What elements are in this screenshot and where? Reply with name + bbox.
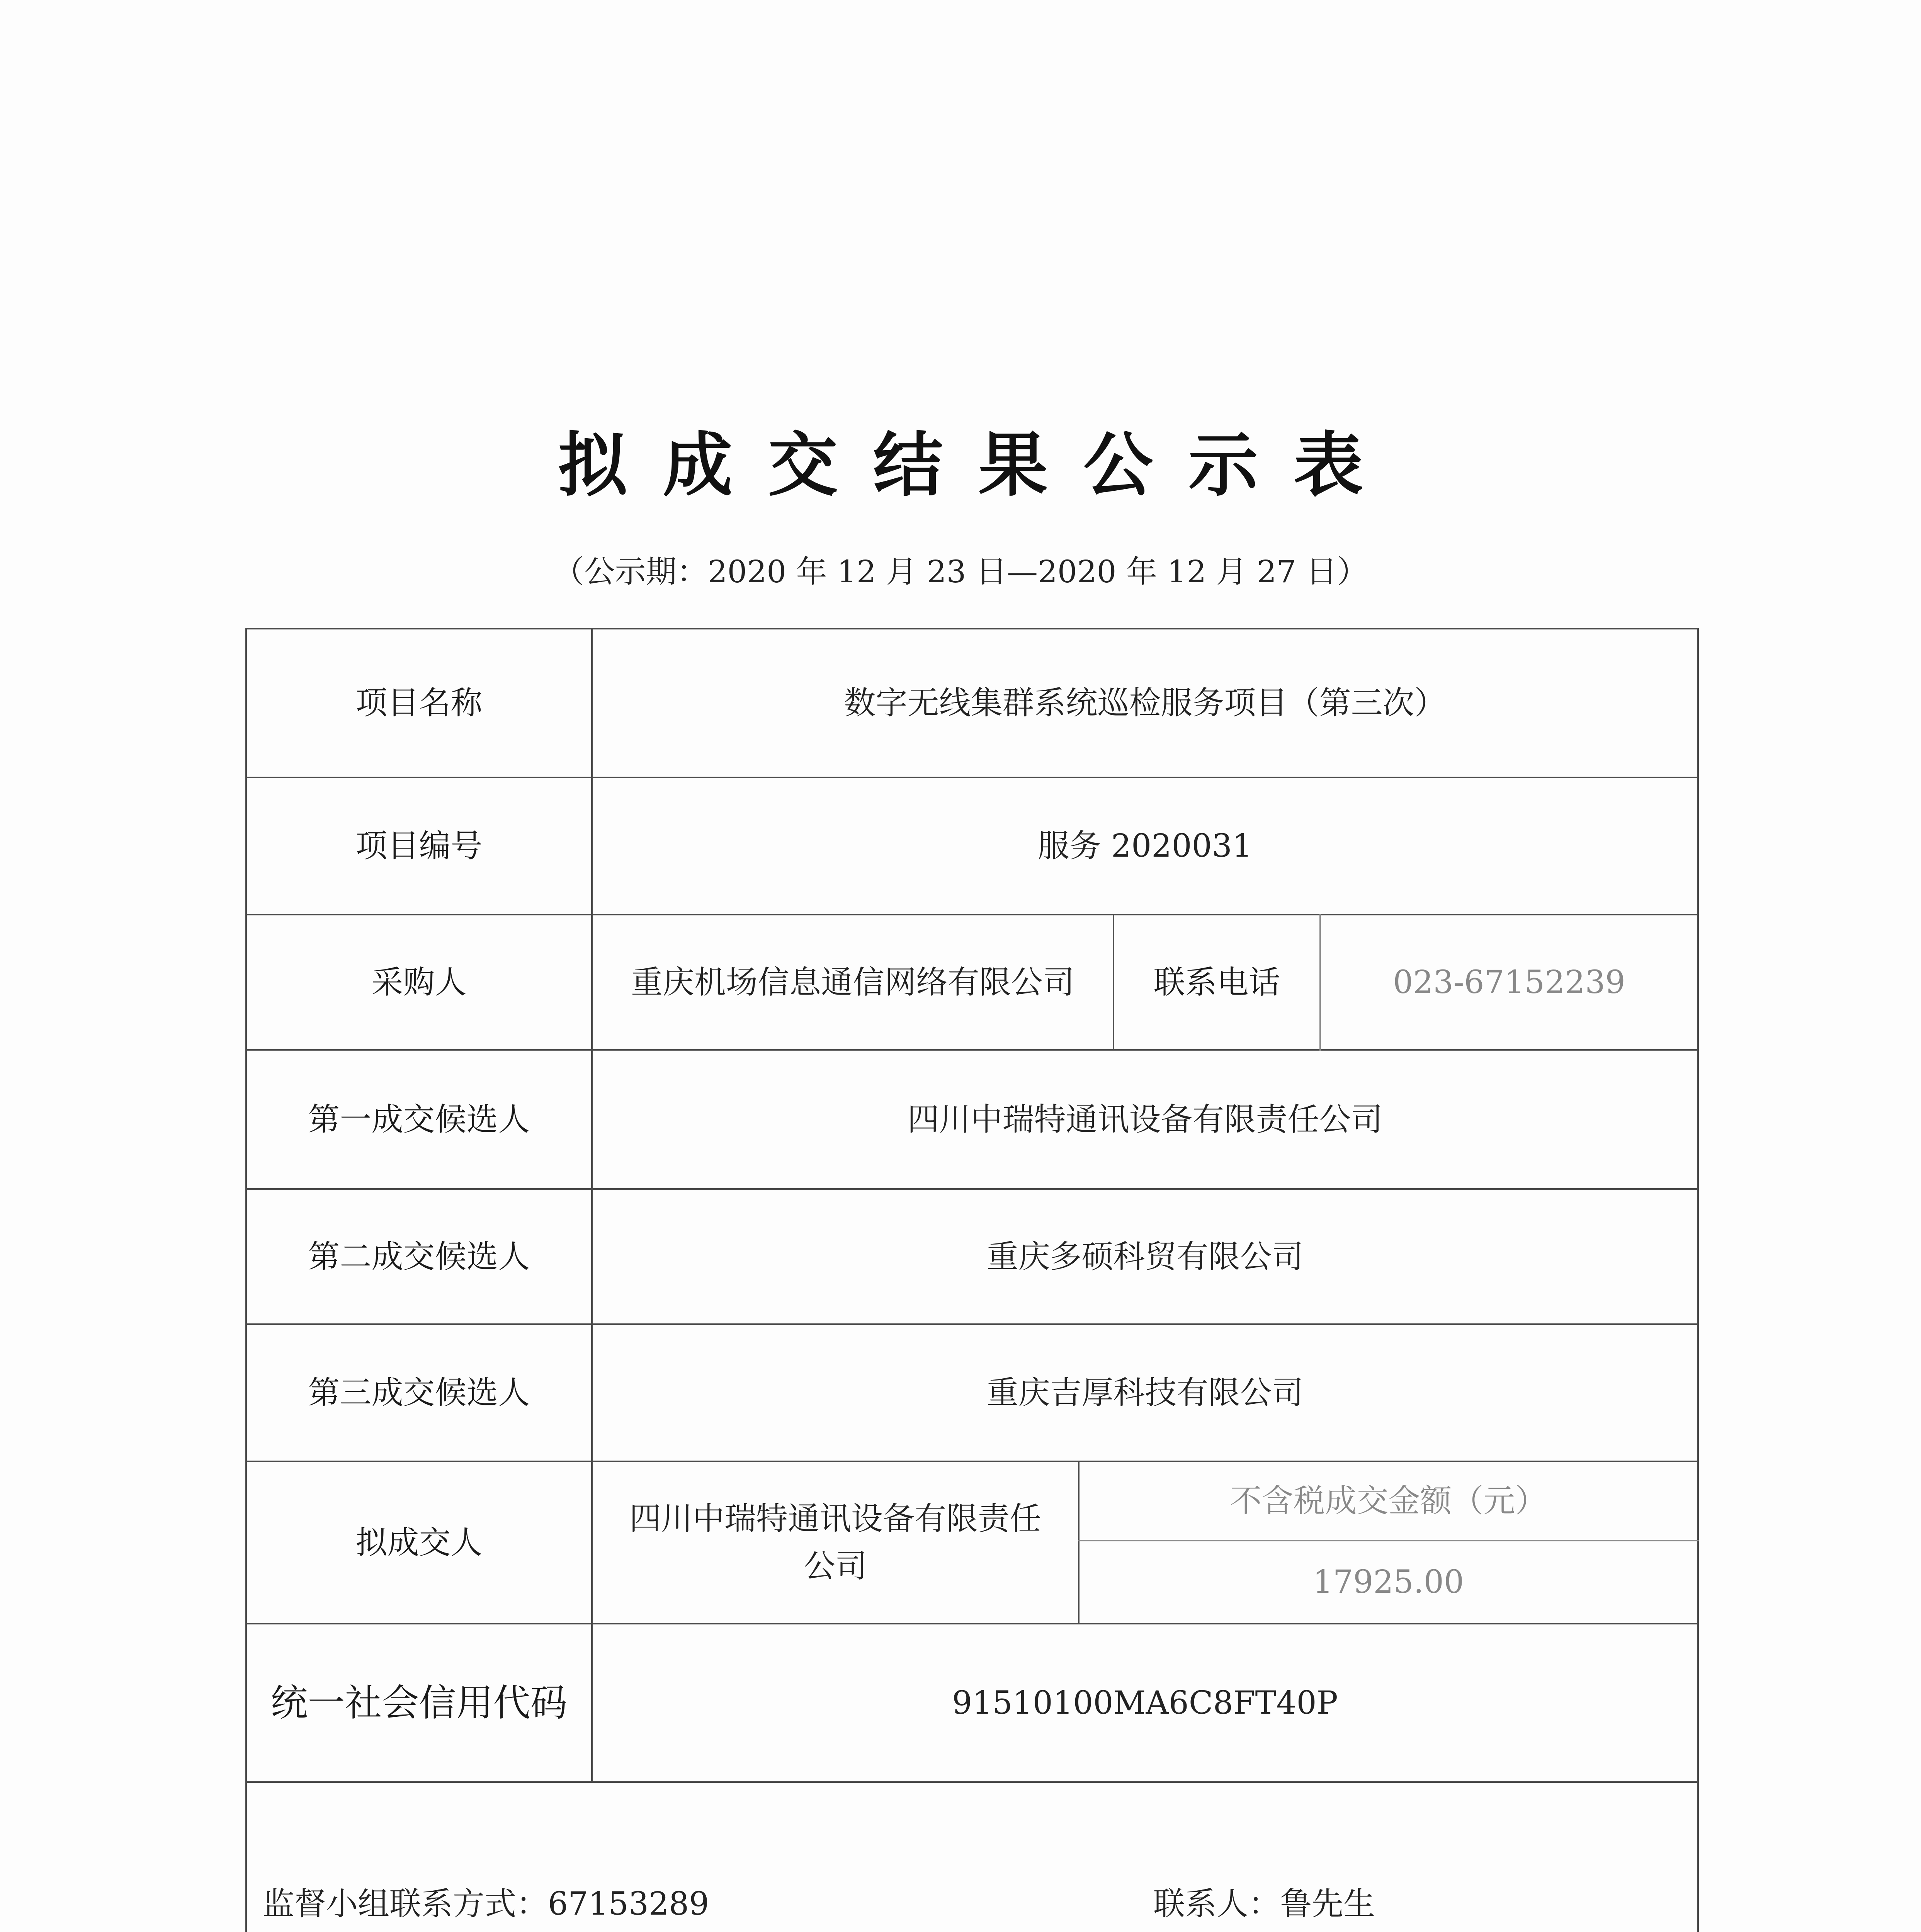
project-number-value: 服务 2020031 [1037, 828, 1253, 864]
supervision-contact-name: 鲁先生 [1280, 1885, 1375, 1922]
amount-value: 17925.00 [1312, 1564, 1464, 1600]
supervision-person [1153, 1783, 1656, 1932]
candidate-3-label: 第三成交候选人 [308, 1374, 530, 1411]
supervision-phone: 67153289 [548, 1885, 709, 1922]
proposed-value-line-2: 公司 [803, 1548, 867, 1585]
candidate-2-label: 第二成交候选人 [308, 1238, 530, 1275]
purchaser-label: 采购人 [371, 964, 467, 1001]
project-name-label: 项目名称 [355, 685, 483, 721]
supervision-label: 监督小组联系方式： [263, 1885, 548, 1922]
credit-code-label: 统一社会信用代码 [270, 1681, 568, 1725]
credit-code-value: 91510100MA6C8FT40P [952, 1684, 1338, 1721]
project-number-label: 项目编号 [355, 828, 483, 864]
candidate-2-value: 重庆多硕科贸有限公司 [986, 1238, 1304, 1275]
amount-label: 不含税成交金额（元） [1230, 1483, 1547, 1519]
candidate-1-label: 第一成交候选人 [308, 1101, 530, 1138]
purchaser-phone-value: 023-67152239 [1393, 964, 1625, 1001]
proposed-label: 拟成交人 [355, 1524, 483, 1561]
proposed-value-line-1: 四川中瑞特通讯设备有限责任 [629, 1500, 1041, 1537]
candidate-1-value: 四川中瑞特通讯设备有限责任公司 [907, 1101, 1383, 1138]
purchaser-phone-label: 联系电话 [1153, 964, 1280, 1001]
candidate-3-value: 重庆吉厚科技有限公司 [986, 1374, 1304, 1411]
supervision-contact-label: 联系人： [1153, 1885, 1280, 1922]
document-title: 拟成交结果公示表 [558, 424, 1399, 506]
purchaser-value: 重庆机场信息通信网络有限公司 [631, 964, 1074, 1001]
publicity-period: （公示期：2020 年 12 月 23 日—2020 年 12 月 27 日） [553, 554, 1368, 590]
proposed-value [593, 1462, 1078, 1623]
supervision-contact [263, 1783, 997, 1932]
project-name-value: 数字无线集群系统巡检服务项目（第三次） [844, 685, 1446, 721]
